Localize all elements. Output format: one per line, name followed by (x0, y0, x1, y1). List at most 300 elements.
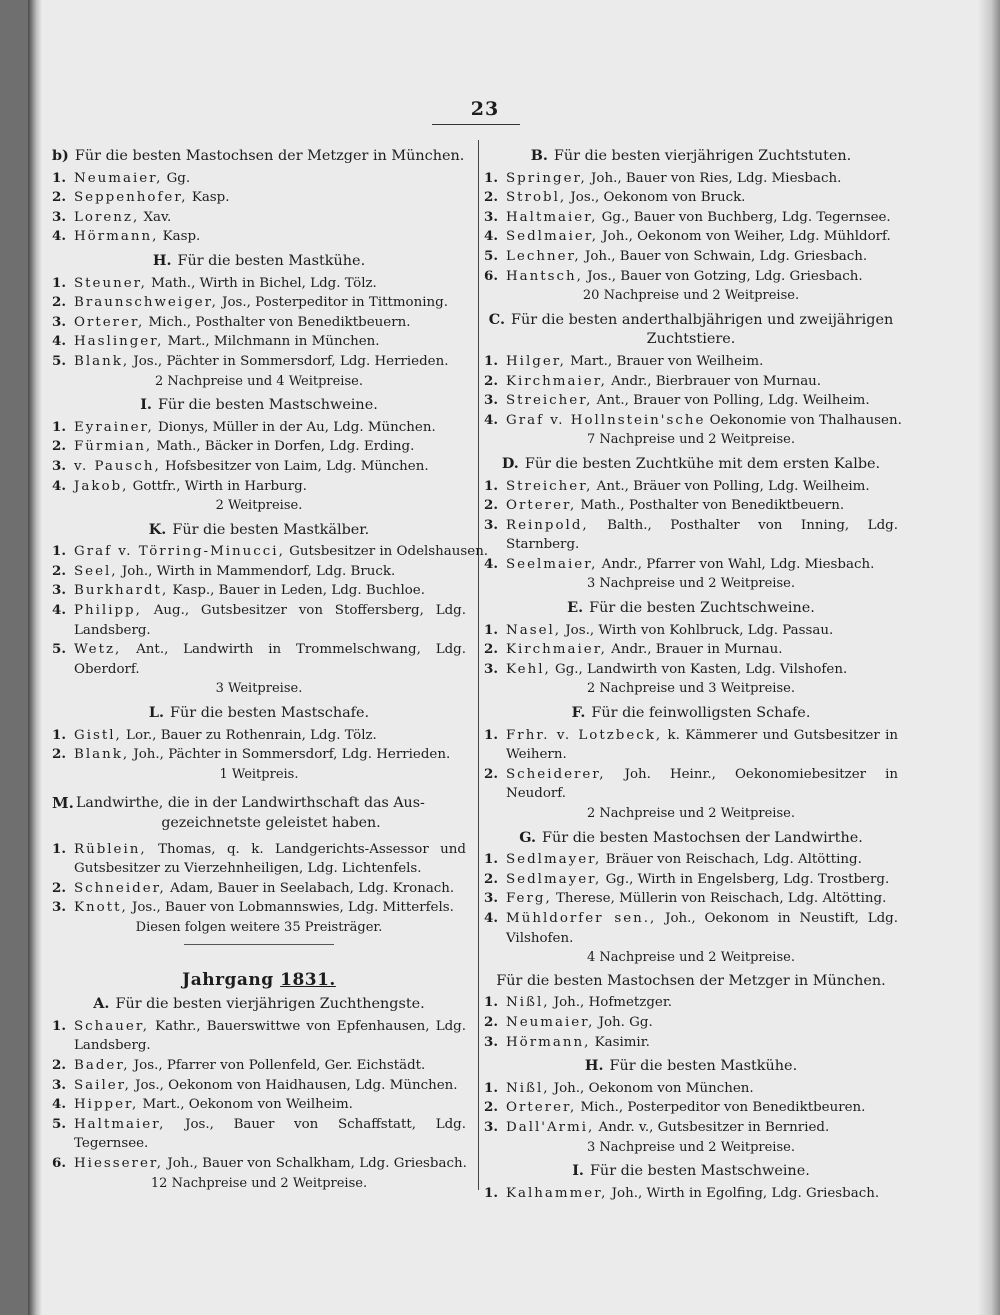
year-heading (52, 971, 466, 991)
winner-details: Gg., Bauer von Buchberg, Ldg. Tegernsee. (601, 209, 891, 225)
section-title: Für die besten Zuchtschweine. (589, 600, 815, 617)
winner-entry (52, 1095, 466, 1115)
winner-details: Andr., Bierbrauer von Murnau. (611, 373, 822, 389)
section-title: Für die besten Mastkälber. (172, 521, 370, 538)
winner-details: Mart., Brauer von Weilheim. (570, 353, 764, 369)
winner-details: Gutsbesitzer in Odelshausen. (289, 544, 489, 560)
winner-name: Hörmann, (506, 1034, 591, 1050)
entry-number: 1. (52, 274, 66, 291)
winner-details: Joh., Oekonom von Weiher, Ldg. Mühldorf. (602, 229, 891, 245)
entry-number: 2. (484, 189, 498, 206)
winner-name: Gistl, (74, 727, 122, 743)
winner-entry (484, 909, 898, 948)
entry-number: 3. (484, 208, 498, 225)
entry-number: 2. (484, 870, 498, 887)
winner-details: Therese, Müllerin von Reischach, Ldg. Altötting. (555, 891, 887, 907)
winner-entry (484, 1184, 898, 1204)
section-letter: K. (148, 520, 167, 538)
winner-entry (52, 274, 466, 294)
winner-entry (484, 726, 898, 765)
winner-entry (52, 169, 466, 189)
winner-details: Math., Posthalter von Benediktbeuern. (580, 498, 845, 514)
winner-name: Bader, (74, 1057, 130, 1073)
section-letter: I. (140, 396, 152, 414)
winner-details: Jos., Oekonom von Haidhausen, Ldg. München. (135, 1077, 458, 1093)
section-note: 2 Nachpreise und 4 Weitpreise. (155, 373, 363, 389)
winner-entry (52, 1154, 466, 1174)
section-letter: D. (501, 454, 519, 472)
section-title: Für die besten Mastochsen der Metzger in München. (496, 972, 886, 989)
section-title: Für die besten Mastschweine. (157, 397, 378, 414)
section-heading (484, 1161, 898, 1182)
winner-entry (484, 411, 902, 431)
winner-details: Gg., Landwirth von Kasten, Ldg. Vilshofen. (555, 661, 848, 677)
winner-details: Jos., Posterpeditor in Tittmoning. (222, 295, 448, 311)
prize-section (484, 1056, 898, 1157)
section-title: Für die feinwolligsten Schafe. (591, 705, 811, 722)
prize-section (484, 598, 898, 699)
winner-entry (484, 352, 898, 372)
entry-number: 1. (484, 1079, 498, 1096)
winner-entry (52, 726, 466, 746)
winner-details: Joh., Wirth in Egolfing, Ldg. Griesbach. (611, 1185, 880, 1201)
section-heading (52, 520, 466, 541)
winner-name: Neumaier, (506, 1014, 595, 1030)
entry-number: 1. (52, 1017, 66, 1034)
winner-entry (52, 745, 466, 765)
entry-number: 4. (52, 1096, 66, 1113)
section-title: Für die besten Mastschafe. (170, 705, 370, 722)
entry-number: 2. (52, 294, 66, 311)
winner-details: Kasp. (191, 190, 230, 206)
winner-name: Kirchmaier, (506, 373, 607, 389)
year-section (52, 994, 466, 1193)
section-note: 20 Nachpreise und 2 Weitpreise. (582, 288, 800, 304)
winner-details: Kasimir. (594, 1034, 650, 1050)
entry-number: 3. (52, 208, 66, 225)
winner-details: Jos., Bauer von Gotzing, Ldg. Griesbach. (587, 268, 863, 284)
winner-entry (52, 1115, 466, 1154)
winner-name: Seppenhofer, (74, 190, 188, 206)
winner-details: Thomas, q. k. Landgerichts-Assessor und Gutsbesitzer zu Vierzehnheiligen, Ldg. Lichtenfels. (74, 841, 467, 877)
winner-entry (484, 1118, 898, 1138)
winner-name: Blank, (74, 747, 130, 763)
winner-name: Nißl, (506, 995, 550, 1011)
section-title: Für die besten Mastochsen der Landwirthe. (541, 829, 863, 846)
prize-section (484, 310, 902, 450)
section-letter: H. (152, 251, 172, 269)
section-letter: A. (93, 995, 110, 1013)
section-note: 4 Nachpreise und 2 Weitpreise. (587, 950, 795, 966)
winner-entry (52, 840, 466, 879)
winner-entry (484, 169, 898, 189)
winner-name: Burkhardt, (74, 583, 169, 599)
entry-number: 3. (484, 392, 498, 409)
entry-number: 1. (484, 1184, 498, 1201)
winner-details: Dionys, Müller in der Au, Ldg. München. (158, 419, 436, 435)
winner-entry (52, 879, 466, 899)
winner-details: Aug., Gutsbesitzer von Stoffersberg, Ldg. Landsberg. (74, 603, 466, 638)
winner-name: Eyrainer, (74, 419, 154, 435)
winner-details: Andr., Pfarrer von Wahl, Ldg. Miesbach. (601, 556, 875, 572)
section-letter: C. (488, 310, 505, 328)
entry-number: 6. (484, 267, 498, 284)
winner-details: Gg. (166, 170, 191, 186)
winner-details: Joh., Bauer von Schwain, Ldg. Griesbach. (584, 248, 868, 264)
winner-name: Lorenz, (74, 209, 140, 225)
winner-name: Wetz, (74, 642, 122, 658)
winner-details: Joh., Oekonom in Neustift, Ldg. Vilshofen. (506, 910, 898, 946)
winner-name: Frhr. v. Lotzbeck, (506, 727, 663, 743)
winner-details: Joh., Bauer von Schalkham, Ldg. Griesbach. (167, 1155, 467, 1171)
entry-number: 3. (484, 1118, 498, 1135)
column-divider (478, 140, 479, 1190)
winner-details: Ant., Bräuer von Polling, Ldg. Weilheim. (596, 478, 870, 494)
right-column (484, 142, 902, 1203)
winner-name: Blank, (74, 353, 130, 369)
winner-entry (484, 227, 898, 247)
winner-details: Balth., Posthalter von Inning, Ldg. Starnberg. (506, 517, 898, 553)
winner-details: Andr., Brauer in Murnau. (611, 642, 783, 658)
winner-details: Mart., Milchmann in München. (167, 334, 380, 350)
winner-name: Rüblein, (74, 841, 147, 857)
winner-entry (484, 1098, 898, 1118)
winner-entry (52, 581, 466, 601)
prize-section (484, 1161, 898, 1203)
winner-name: Springer, (506, 170, 587, 186)
prize-section (52, 703, 466, 784)
winner-name: Reinpold, (506, 517, 589, 533)
entry-number: 1. (484, 851, 498, 868)
winner-name: Kalhammer, (506, 1185, 608, 1201)
prize-section (484, 703, 898, 824)
winner-entry (484, 640, 898, 660)
section-title-line-2: gezeichnetste geleistet haben. (161, 815, 381, 831)
section-heading (52, 703, 466, 724)
winner-name: Haltmaier, (506, 209, 598, 225)
entry-number: 2. (52, 746, 66, 763)
winner-entry (484, 1013, 898, 1033)
winner-entry (484, 889, 898, 909)
winner-details: Math., Wirth in Bichel, Ldg. Tölz. (151, 275, 377, 291)
winner-entry (52, 332, 466, 352)
winner-name: Kehl, (506, 661, 551, 677)
winner-entry (484, 850, 898, 870)
winner-entry (484, 496, 898, 516)
section-letter: b) (52, 147, 69, 164)
prize-section (52, 994, 466, 1193)
winner-name: Hipper, (74, 1097, 139, 1113)
winner-name: Kirchmaier, (506, 642, 607, 658)
winner-entry (484, 993, 898, 1013)
winner-details: Kasp. (162, 229, 201, 245)
winner-entry (484, 247, 898, 267)
entry-number: 4. (52, 228, 66, 245)
winner-name: Schneider, (74, 880, 166, 896)
winner-name: Scheiderer, (506, 766, 606, 782)
section-heading (52, 994, 466, 1015)
winner-entry (52, 898, 466, 918)
entry-number: 2. (484, 1013, 498, 1030)
winner-entry (52, 293, 466, 313)
section-title: Für die besten vierjährigen Zuchtstuten. (553, 148, 852, 164)
entry-number: 1. (52, 726, 66, 743)
winner-details: Kathr., Bauerswittwe von Epfenhausen, Ldg. Landsberg. (74, 1018, 466, 1054)
winner-name: Orterer, (506, 498, 577, 514)
section-heading (484, 828, 898, 849)
page-binding-edge (28, 0, 42, 1315)
entry-number: 4. (52, 477, 66, 494)
winner-entry (52, 542, 489, 562)
section-letter: G. (519, 828, 536, 846)
winner-entry (484, 372, 898, 392)
winner-entry (52, 457, 466, 477)
winner-name: Strobl, (506, 190, 567, 206)
winner-name: Sedlmaier, (506, 229, 599, 245)
entry-number: 3. (52, 1076, 66, 1093)
entry-number: 5. (52, 1115, 66, 1132)
winner-name: Sedlmayer, (506, 852, 602, 868)
winner-entry (484, 660, 898, 680)
winner-name: Knott, (74, 900, 128, 916)
entry-number: 1. (484, 169, 498, 186)
section-title-line-1: Landwirthe, die in der Landwirthschaft das Aus- (76, 795, 425, 812)
section-heading (484, 454, 898, 475)
section-note: 3 Nachpreise und 2 Weitpreise. (587, 1139, 795, 1155)
winner-entry (484, 555, 898, 575)
winner-name: Sedlmayer, (506, 871, 602, 887)
section-end-rule (184, 944, 334, 945)
prize-section (52, 251, 466, 391)
section-title: Für die besten Mastochsen der Metzger in München. (74, 148, 465, 164)
section-m-entries (52, 840, 466, 918)
winner-entry (52, 227, 466, 247)
prize-section (484, 972, 898, 1052)
winner-details: Math., Bäcker in Dorfen, Ldg. Erding. (156, 439, 415, 455)
winner-name: Jakob, (74, 478, 129, 494)
winner-details: Joh., Pächter in Sommersdorf, Ldg. Herrieden. (133, 747, 451, 763)
winner-details: Ant., Brauer von Polling, Ldg. Weilheim. (596, 393, 870, 409)
winner-entry (52, 208, 466, 228)
section-heading (484, 703, 898, 724)
section-letter: M. (52, 794, 74, 813)
winner-details: Jos., Bauer von Lobmannswies, Ldg. Mitterfels. (131, 900, 454, 916)
section-note: 3 Weitpreise. (215, 681, 303, 697)
entry-number: 2. (52, 438, 66, 455)
entry-number: 3. (52, 582, 66, 599)
winner-details: Joh. Heinr., Oekonomiebesitzer in Neudorf. (506, 766, 898, 802)
section-letter: L. (148, 704, 165, 722)
entry-number: 2. (52, 562, 66, 579)
entry-number: 4. (52, 602, 66, 619)
winner-entry (52, 313, 466, 333)
winner-entry (484, 188, 898, 208)
winner-details: Xav. (143, 209, 172, 225)
winner-details: Jos., Bauer von Schaffstatt, Ldg. Tegernsee. (74, 1116, 466, 1152)
winner-name: Graf v. Törring-Minucci, (74, 544, 285, 560)
entry-number: 2. (484, 765, 498, 782)
section-heading (484, 972, 898, 992)
entry-number: 1. (52, 543, 66, 560)
winner-details: Joh., Wirth in Mammendorf, Ldg. Bruck. (121, 563, 396, 579)
section-heading (52, 146, 466, 167)
entry-number: 1. (484, 477, 498, 494)
entry-number: 1. (484, 994, 498, 1011)
left-sections (52, 146, 489, 784)
winner-name: Seelmaier, (506, 556, 598, 572)
section-letter: F. (571, 704, 586, 722)
winner-name: Graf v. Hollnstein'sche (506, 412, 706, 428)
prize-section (484, 146, 898, 306)
winner-entry (484, 1033, 898, 1053)
prize-section (52, 520, 489, 699)
section-heading (484, 146, 898, 167)
section-letter: I. (572, 1162, 584, 1180)
winner-details: Andr. v., Gutsbesitzer in Bernried. (598, 1119, 830, 1135)
entry-number: 1. (484, 352, 498, 369)
winner-name: Orterer, (74, 314, 145, 330)
winner-details: Gg., Wirth in Engelsberg, Ldg. Trostberg. (605, 871, 890, 887)
winner-name: Streicher, (506, 478, 593, 494)
winner-details: k. Kämmerer und Gutsbesitzer in Weihern. (506, 727, 898, 763)
winner-name: Streicher, (506, 393, 593, 409)
winner-name: Sailer, (74, 1077, 131, 1093)
entry-number: 1. (52, 169, 66, 186)
winner-details: Joh. Gg. (598, 1014, 653, 1030)
winner-details: Jos., Wirth von Kohlbruck, Ldg. Passau. (565, 622, 834, 638)
winner-entry (52, 640, 466, 679)
winner-name: Dall'Armi, (506, 1119, 595, 1135)
section-title: Für die besten anderthalbjährigen und zweijährigen Zuchtstiere. (510, 311, 894, 348)
winner-name: Mühldorfer sen., (506, 910, 657, 926)
section-note: Diesen folgen weitere 35 Preisträger. (135, 919, 383, 935)
winner-name: Neumaier, (74, 170, 163, 186)
entry-number: 2. (52, 879, 66, 896)
entry-number: 3. (52, 899, 66, 916)
winner-details: Jos., Pächter in Sommersdorf, Ldg. Herrieden. (133, 353, 449, 369)
winner-name: Orterer, (506, 1100, 577, 1116)
entry-number: 3. (52, 457, 66, 474)
entry-number: 4. (484, 411, 498, 428)
winner-name: Haslinger, (74, 334, 164, 350)
winner-entry (484, 267, 898, 287)
winner-details: Mart., Oekonom von Weilheim. (142, 1097, 353, 1113)
winner-details: Jos., Oekonom von Bruck. (570, 190, 746, 206)
section-letter: H. (584, 1057, 604, 1075)
winner-entry (52, 1076, 466, 1096)
entry-number: 2. (484, 372, 498, 389)
winner-name: Nißl, (506, 1080, 550, 1096)
entry-number: 5. (52, 352, 66, 369)
entry-number: 1. (484, 621, 498, 638)
entry-number: 3. (484, 516, 498, 533)
winner-entry (52, 188, 466, 208)
winner-details: Oekonomie von Thalhausen. (709, 412, 902, 428)
winner-name: Haltmaier, (74, 1116, 166, 1132)
winner-entry (52, 1017, 466, 1056)
prize-section (52, 395, 466, 516)
section-letter: B. (530, 147, 548, 164)
winner-entry (52, 437, 466, 457)
winner-name: Steuner, (74, 275, 147, 291)
winner-name: Hiesserer, (74, 1155, 164, 1171)
winner-details: Gottfr., Wirth in Harburg. (132, 478, 307, 494)
entry-number: 2. (484, 497, 498, 514)
section-heading (52, 395, 466, 416)
section-note: 2 Nachpreise und 3 Weitpreise. (587, 681, 795, 697)
winner-details: Adam, Bauer in Seelabach, Ldg. Kronach. (170, 880, 455, 896)
header-rule (432, 124, 520, 125)
entry-number: 4. (484, 909, 498, 926)
section-letter: E. (567, 599, 584, 617)
winner-name: Braunschweiger, (74, 295, 218, 311)
entry-number: 1. (52, 418, 66, 435)
year-heading-year: 1831. (280, 969, 336, 990)
left-column (52, 142, 489, 1193)
section-title: Für die besten Mastschweine. (589, 1163, 810, 1180)
prize-section (52, 146, 466, 247)
winner-entry (52, 601, 466, 640)
entry-number: 4. (52, 333, 66, 350)
year-heading-prefix: Jahrgang (182, 969, 274, 990)
prize-section (484, 454, 898, 594)
section-m (52, 794, 466, 833)
entry-number: 2. (52, 1056, 66, 1073)
section-note: 2 Nachpreise und 2 Weitpreise. (587, 806, 795, 821)
winner-details: Bräuer von Reischach, Ldg. Altötting. (605, 852, 862, 868)
winner-entry (484, 621, 898, 641)
winner-name: Nasel, (506, 622, 562, 638)
page-number: 23 (470, 98, 500, 120)
winner-name: Hantsch, (506, 268, 583, 284)
winner-name: Fürmian, (74, 439, 153, 455)
winner-entry (484, 870, 898, 890)
entry-number: 3. (484, 660, 498, 677)
entry-number: 6. (52, 1154, 66, 1171)
winner-entry (484, 208, 898, 228)
section-heading (52, 251, 466, 272)
entry-number: 2. (52, 189, 66, 206)
winner-details: Joh., Oekonom von München. (553, 1080, 754, 1096)
winner-entry (52, 418, 466, 438)
winner-entry (484, 516, 898, 555)
section-heading (484, 598, 898, 619)
page-edge-shadow (978, 0, 1000, 1315)
section-title: Für die besten Mastkühe. (177, 252, 366, 269)
winner-entry (484, 477, 898, 497)
section-note: 7 Nachpreise und 2 Weitpreise. (587, 432, 795, 448)
section-title: Für die besten vierjährigen Zuchthengste. (115, 996, 425, 1013)
entry-number: 5. (52, 641, 66, 658)
section-note: 1 Weitpreis. (219, 766, 299, 782)
winner-details: Kasp., Bauer in Leden, Ldg. Buchloe. (172, 583, 425, 599)
section-note: 3 Nachpreise und 2 Weitpreise. (587, 576, 795, 592)
entry-number: 1. (484, 726, 498, 743)
winner-entry (52, 477, 466, 497)
winner-details: Ant., Landwirth in Trommelschwang, Ldg. Oberdorf. (74, 642, 466, 677)
winner-name: Ferg, (506, 891, 552, 907)
entry-number: 3. (484, 1033, 498, 1050)
winner-entry (52, 352, 466, 372)
entry-number: 1. (52, 840, 66, 857)
winner-details: Joh., Bauer von Ries, Ldg. Miesbach. (591, 170, 842, 186)
winner-entry (52, 1056, 466, 1076)
winner-name: Schauer, (74, 1018, 150, 1034)
winner-entry (52, 562, 466, 582)
section-note: 2 Weitpreise. (215, 498, 303, 514)
section-heading (484, 310, 898, 350)
entry-number: 2. (484, 1099, 498, 1116)
